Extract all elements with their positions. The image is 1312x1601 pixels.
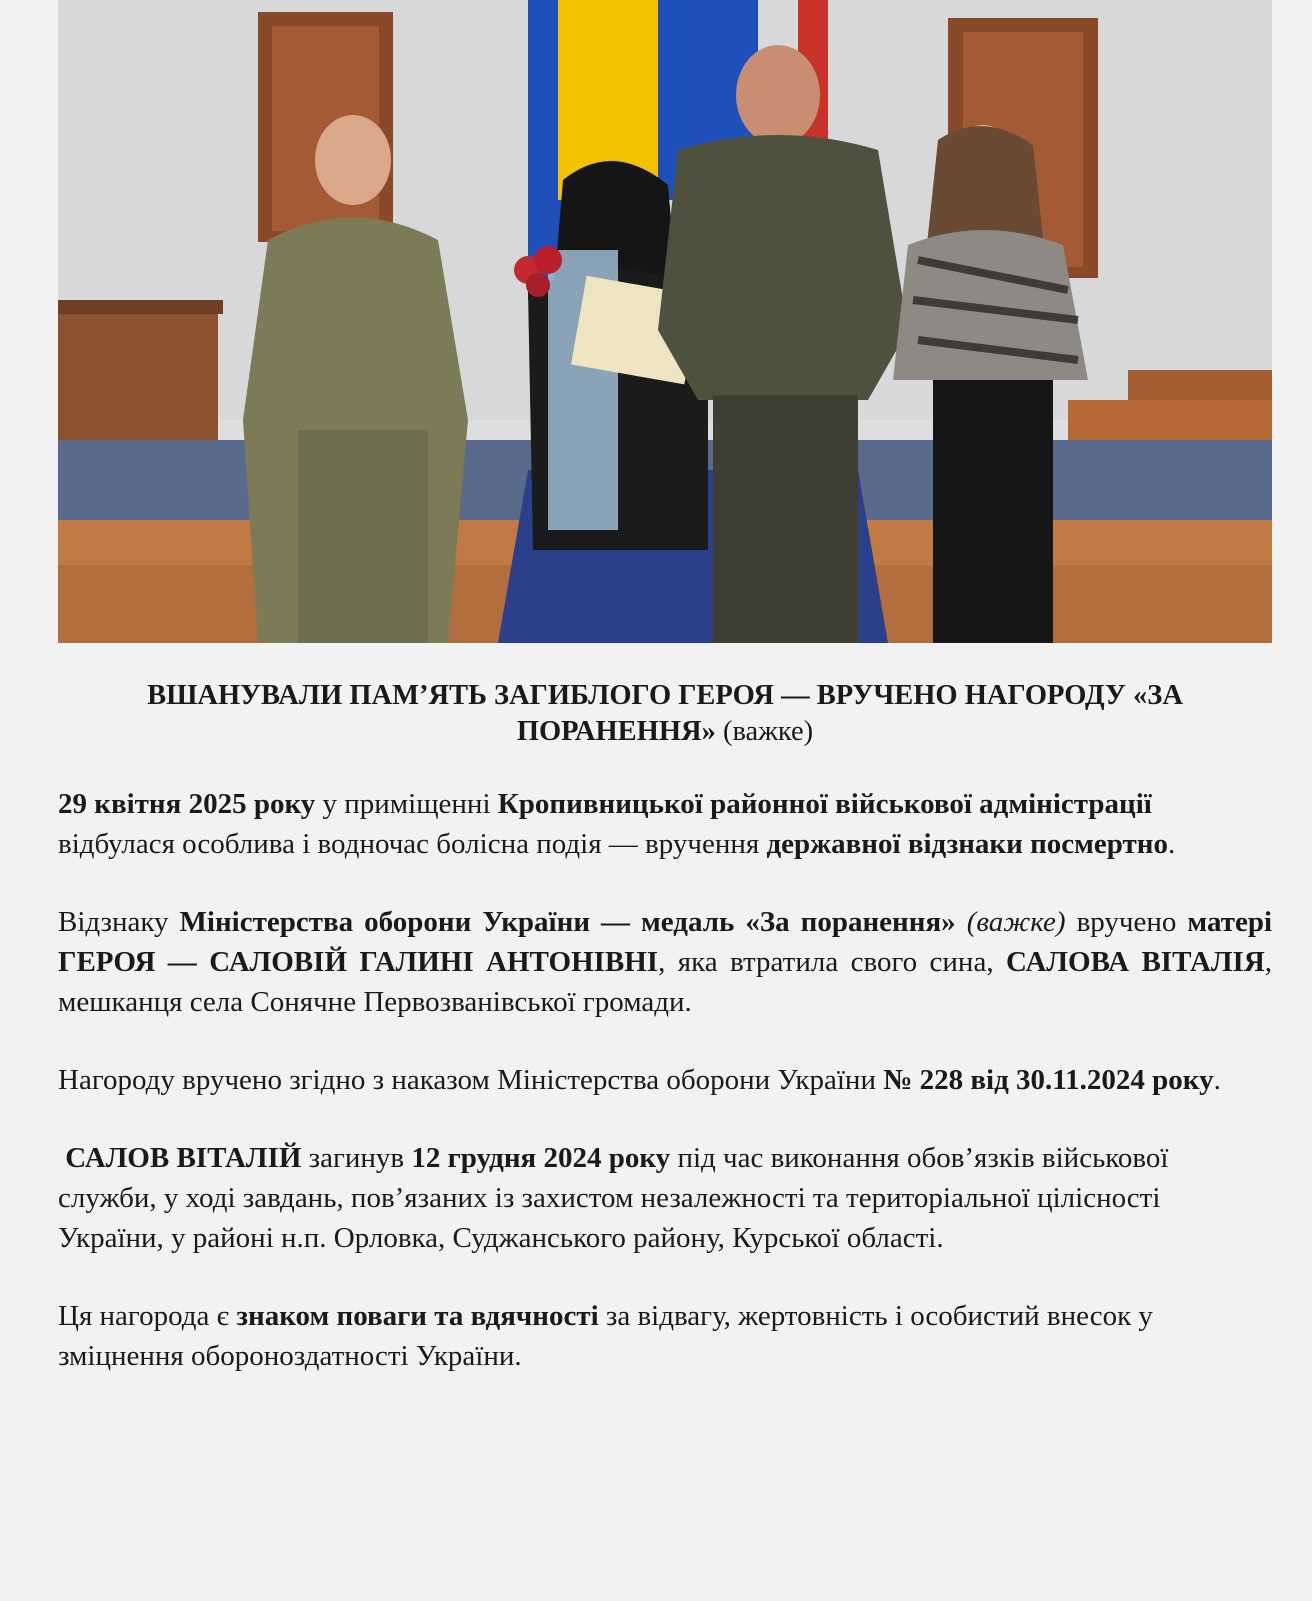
paragraph-respect [58,1296,1272,1376]
respect-text-1: Ця нагорода є [58,1300,237,1332]
paragraph-order [58,1060,1272,1100]
paragraph-hero [58,1138,1272,1258]
award-son: САЛОВА ВІТАЛІЯ [1005,946,1265,978]
respect-text-2: за відвагу, жертовність і особистий внесок у зміцнення обороноздатності України. [58,1300,1153,1372]
event-text-2: відбулася особлива і водночас болісна подія — вручення [58,828,767,860]
article-headline [58,678,1272,750]
award-text-3: , яка втратила свого сина, [658,946,1006,978]
award-text-1: Відзнаку [58,906,180,938]
award-ministry: Міністерства оборони України — медаль «За поранення» [179,906,956,938]
award-text-2: вручено [1065,906,1188,938]
award-severity: (важке) [966,906,1066,938]
respect-highlight: знаком поваги та вдячності [236,1300,599,1332]
headline-main: ВШАНУВАЛИ ПАМ’ЯТЬ ЗАГИБЛОГО ГЕРОЯ — ВРУЧЕНО НАГОРОДУ «ЗА ПОРАНЕННЯ» [147,680,1183,747]
headline-severity: (важке) [715,716,814,747]
hero-text-2: під час виконання обов’язків військової служби, у ході завдань, пов’язаних із захистом незалежності та територіальної цілісності України, у районі н.п. Орловка, Суджанського району, Курської області. [58,1142,1169,1254]
article [58,678,1272,1414]
event-text-1: у приміщенні [315,788,498,820]
ceremony-photo [58,0,1272,643]
order-number: № 228 від 30.11.2024 року [883,1064,1214,1096]
paragraph-award [58,902,1272,1022]
order-text-2: . [1213,1064,1221,1096]
event-date: 29 квітня 2025 року [58,788,316,820]
ceremony-photo-illustration [58,0,1272,643]
hero-text-1: загинув [301,1142,412,1174]
paragraph-event [58,784,1272,864]
event-award: державної відзнаки посмертно [766,828,1169,860]
event-text-3: . [1168,828,1176,860]
hero-date: 12 грудня 2024 року [411,1142,671,1174]
hero-name: САЛОВ ВІТАЛІЙ [65,1142,302,1174]
event-organization: Кропивницької районної військової адміністрації [497,788,1152,820]
award-mother: матері ГЕРОЯ — САЛОВІЙ ГАЛИНІ АНТОНІВНІ [58,906,1273,978]
award-text-4: , мешканця села Сонячне Первозванівської громади. [58,946,1273,1018]
order-text-1: Нагороду вручено згідно з наказом Міністерства оборони України [58,1064,884,1096]
